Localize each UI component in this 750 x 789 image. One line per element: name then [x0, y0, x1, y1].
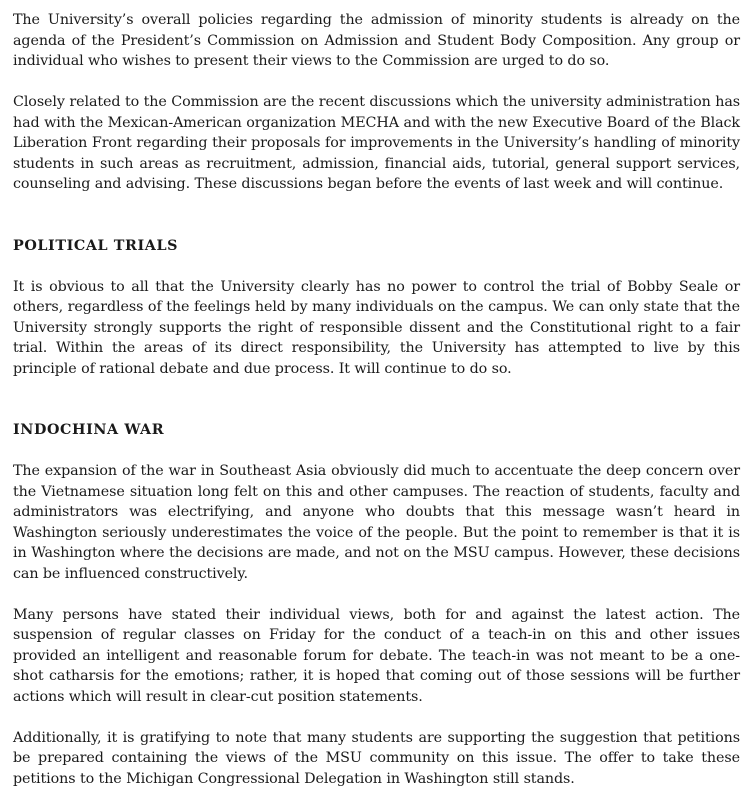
paragraph-gap: [13, 256, 740, 277]
paragraph-gap: [13, 441, 740, 462]
paragraph-political-trials: It is obvious to all that the University clearly has no power to control the trial of Bobby Seale or others, regardless of the feelings held by many individuals on the campus. We can only state that the University strongly supports the right of responsible dissent and the Constitutional right to a fair trial. Within the areas of its direct responsibility, the University has attempted to live by this principle of rational debate and due process. It will continue to do so.: [13, 277, 740, 380]
paragraph-teach-in: Many persons have stated their individual views, both for and against the latest action. The suspension of regular classes on Friday for the conduct of a teach-in on this and other issues provided an intelligent and reasonable forum for debate. The teach-in was not meant to be a one-shot catharsis for the emotions; rather, it is hoped that coming out of those sessions will be further actions which will result in clear-cut position statements.: [13, 605, 740, 708]
paragraph-gap: [13, 379, 740, 400]
document-page: [13, 10, 740, 789]
paragraph-gap: [13, 707, 740, 728]
paragraph-petitions: Additionally, it is gratifying to note that many students are supporting the suggestion that petitions be prepared containing the views of the MSU community on this issue. The offer to take these petitions to the Michigan Congressional Delegation in Washington still stands.: [13, 728, 740, 789]
paragraph-mecha-discussions: Closely related to the Commission are the recent discussions which the university administration has had with the Mexican-American organization MECHA and with the new Executive Board of the Black Liberation Front regarding their proposals for improvements in the University’s handling of minority students in such areas as recruitment, admission, financial aids, tutorial, general support services, counseling and advising. These discussions began before the events of last week and will continue.: [13, 92, 740, 195]
paragraph-gap: [13, 72, 740, 93]
heading-political-trials: POLITICAL TRIALS: [13, 236, 740, 257]
paragraph-gap: [13, 215, 740, 236]
paragraph-gap: [13, 584, 740, 605]
paragraph-gap: [13, 195, 740, 216]
paragraph-gap: [13, 400, 740, 421]
paragraph-admission-policies: The University’s overall policies regarding the admission of minority students is already on the agenda of the President’s Commission on Admission and Student Body Composition. Any group or individual who wishes to present their views to the Commission are urged to do so.: [13, 10, 740, 72]
heading-indochina-war: INDOCHINA WAR: [13, 420, 740, 441]
paragraph-war-expansion: The expansion of the war in Southeast Asia obviously did much to accentuate the deep concern over the Vietnamese situation long felt on this and other campuses. The reaction of students, faculty and administrators was electrifying, and anyone who doubts that this message wasn’t heard in Washington seriously underestimates the voice of the people. But the point to remember is that it is in Washington where the decisions are made, and not on the MSU campus. However, these decisions can be influenced constructively.: [13, 461, 740, 584]
